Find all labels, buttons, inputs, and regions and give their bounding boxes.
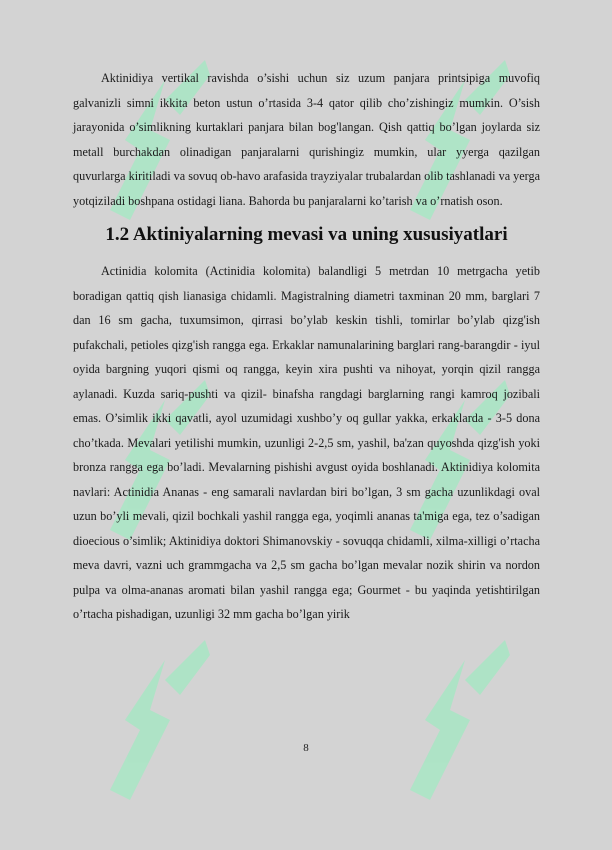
paragraph-actinidia-kolomita: Actinidia kolomita (Actinidia kolomita) balandligi 5 metrdan 10 metrgacha yetib boradigan qattiq qish lianasiga chidamli. Magistralning diametri taxminan 20 mm, barglari 7 dan 16 sm gacha, tuxumsimon, qirrasi bo’ylab keskin tishli, tomirlar bo’ylab qizg'ish pufakchali, petioles qizg'ish rangga ega. Erkaklar namunalarining barglari rang-barangdir - iyul oyida bargning yuqori qismi oq rangga, keyin xira pushti va nihoyat, yorqin qizil rangga aylanadi. Kuzda sariq-pushti va qizil- binafsha rangdagi barglarning rangi kamroq jozibali emas. O’simlik ikki qavatli, ayol uzumidagi xushbo’y oq gullar yakka, erkaklarda - 3-5 dona cho’tkada. Mevalari yetilishi mumkin, uzunligi 2-2,5 sm, yashil, ba'zan quyoshda qizg'ish yoki bronza rangga ega bo’ladi. Mevalarning pishishi avgust oyida boshlanadi. Aktinidiya kolomita navlari: Actinidia Ananas - eng samarali navlardan biri bo’lgan, 3 sm gacha uzunlikdagi oval uzun bo’yli mevali, qizil bochkali yashil rangga ega, yoqimli ananas ta'miga ega, tez o’sadigan dioecious o’simlik; Aktinidiya doktori Shimanovskiy - sovuqqa chidamli, xilma-xilligi o’rtacha meva davri, vazni uch grammgacha va 2,5 sm gacha bo’lgan mevalar nozik shirin va nordon pulpa va olma-ananas aromati bilan yashil rangga ega; Gourmet - bu yaqinda yetishtirilgan o’rtacha pishadigan, uzunligi 32 mm gacha bo’lgan yirik <box>73 264 540 621</box>
watermark-logo-icon <box>370 620 520 850</box>
section-heading: 1.2 Aktiniyalarning mevasi va uning xususiyatlari <box>105 224 508 245</box>
watermark-logo-icon <box>70 620 220 850</box>
paragraph-trellis: Aktinidiya vertikal ravishda o’sishi uchun siz uzum panjara printsipiga muvofiq galvanizli simni ikkita beton ustun o’rtasida 3-4 qator qilib cho’zishingiz mumkin. O’sish jarayonida o’simlikning kurtaklari panjara bilan bog'langan. Qish qattiq bo’lgan joylarda siz metall burchakdan olinadigan panjaralarni qurishingiz mumkin, ular yyerga qazilgan quvurlarga kiritiladi va sovuq ob-havo arafasida trayziyalar trubalardan olib tashlanadi va yerga yotqiziladi boshpana ostidagi liana. Bahorda bu panjaralarni ko’tarish va o’rnatish oson. <box>73 71 540 208</box>
page-number: 8 <box>303 742 309 754</box>
document-body <box>73 66 540 627</box>
